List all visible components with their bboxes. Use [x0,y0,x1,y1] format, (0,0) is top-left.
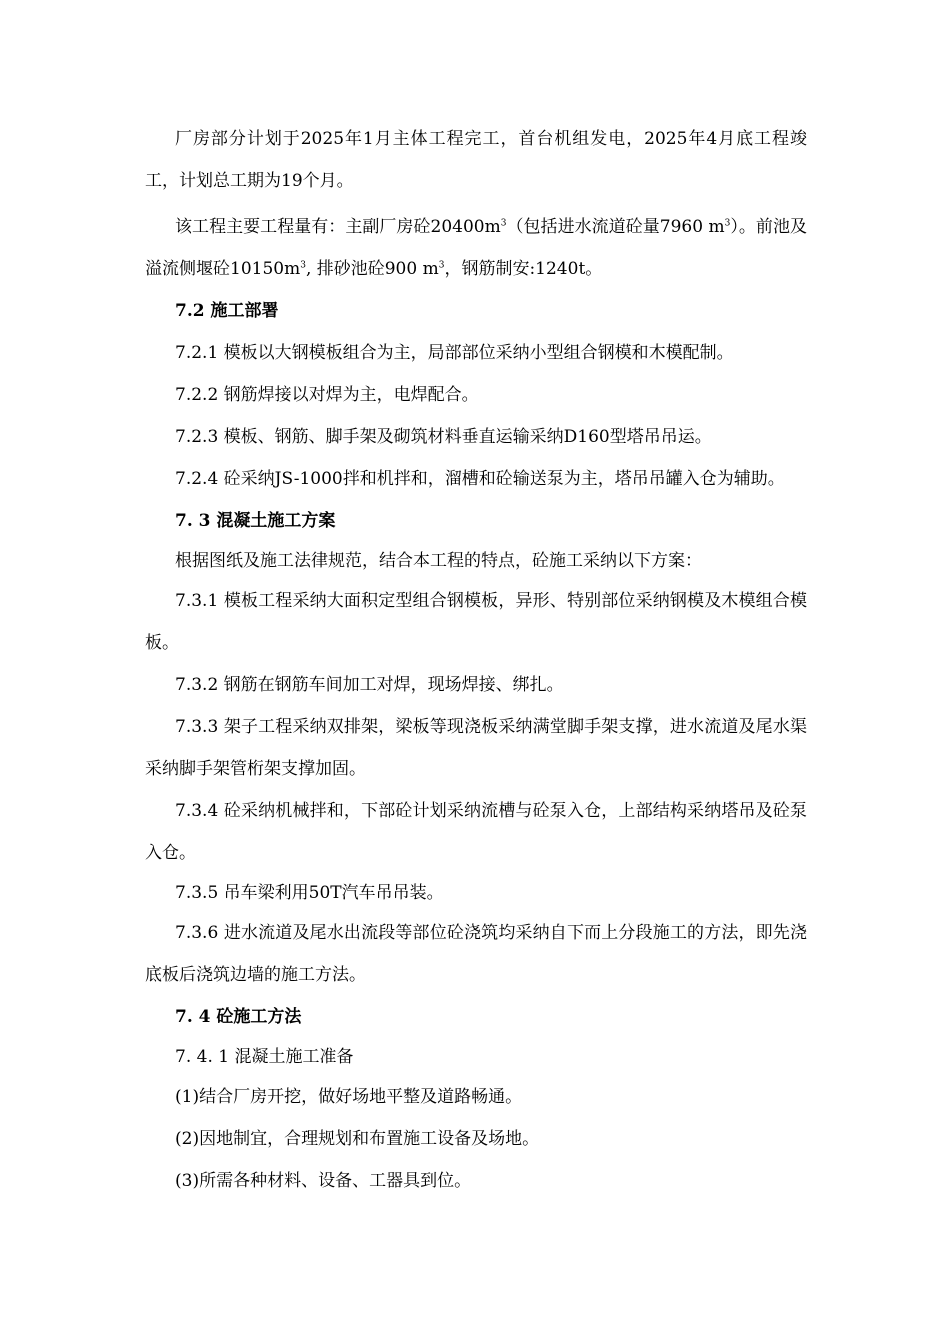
list-item: 7.3.3 架子工程采纳双排架，梁板等现浇板采纳满堂脚手架支撑，进水流道及尾水渠采纳脚手架管桁架支撑加固。 [145,717,807,779]
list-item: (2)因地制宜，合理规划和布置施工设备及场地。 [175,1129,540,1149]
section-intro: 根据图纸及施工法律规范，结合本工程的特点，砼施工采纳以下方案： [175,551,702,571]
quantities-text-b: （包括进水流道砼量7960 m [506,217,725,237]
document-page [145,118,807,1202]
section-heading-7-4: 7. 4 砼施工方法 [175,1007,302,1027]
list-item: (3)所需各种材料、设备、工器具到位。 [175,1171,472,1191]
paragraph-quantities [145,206,807,290]
superscript-cubic: 3 [438,260,445,271]
quantities-text-e: ，钢筋制安:1240t。 [444,259,603,279]
subsection-heading: 7. 4. 1 混凝土施工准备 [175,1047,354,1067]
quantities-text-c: ）。前池及溢流侧堰砼10150m [145,217,807,279]
list-item: 7.3.2 钢筋在钢筋车间加工对焊，现场焊接、绑扎。 [175,675,564,695]
list-item: 7.3.5 吊车梁利用50T汽车吊吊装。 [175,883,444,903]
list-item: 7.3.6 进水流道及尾水出流段等部位砼浇筑均采纳自下而上分段施工的方法，即先浇底板后浇筑边墙的施工方法。 [145,923,807,985]
list-item: 7.3.4 砼采纳机械拌和，下部砼计划采纳流槽与砼泵入仓，上部结构采纳塔吊及砼泵入仓。 [145,801,807,863]
quantities-text-d: , 排砂池砼900 m [305,259,439,279]
superscript-cubic: 3 [300,260,306,271]
list-item: 7.2.2 钢筋焊接以对焊为主，电焊配合。 [175,385,479,405]
section-heading-7-2: 7.2 施工部署 [175,301,279,321]
section-heading-7-3: 7. 3 混凝土施工方案 [175,511,336,531]
list-item: (1)结合厂房开挖，做好场地平整及道路畅通。 [175,1087,523,1107]
list-item: 7.3.1 模板工程采纳大面积定型组合钢模板，异形、特别部位采纳钢模及木模组合模板。 [145,591,807,653]
paragraph-schedule: 厂房部分计划于2025年1月主体工程完工，首台机组发电，2025年4月底工程竣工，计划总工期为19个月。 [145,129,807,191]
list-item: 7.2.3 模板、钢筋、脚手架及砌筑材料垂直运输采纳D160型塔吊吊运。 [175,427,712,447]
quantities-text-a: 该工程主要工程量有：主副厂房砼20400m [175,217,501,237]
superscript-cubic: 3 [500,218,507,229]
list-item: 7.2.4 砼采纳JS-1000拌和机拌和，溜槽和砼输送泵为主，塔吊吊罐入仓为辅助。 [175,469,785,489]
list-item: 7.2.1 模板以大钢模板组合为主，局部部位采纳小型组合钢模和木模配制。 [175,343,734,363]
superscript-cubic: 3 [724,218,731,229]
